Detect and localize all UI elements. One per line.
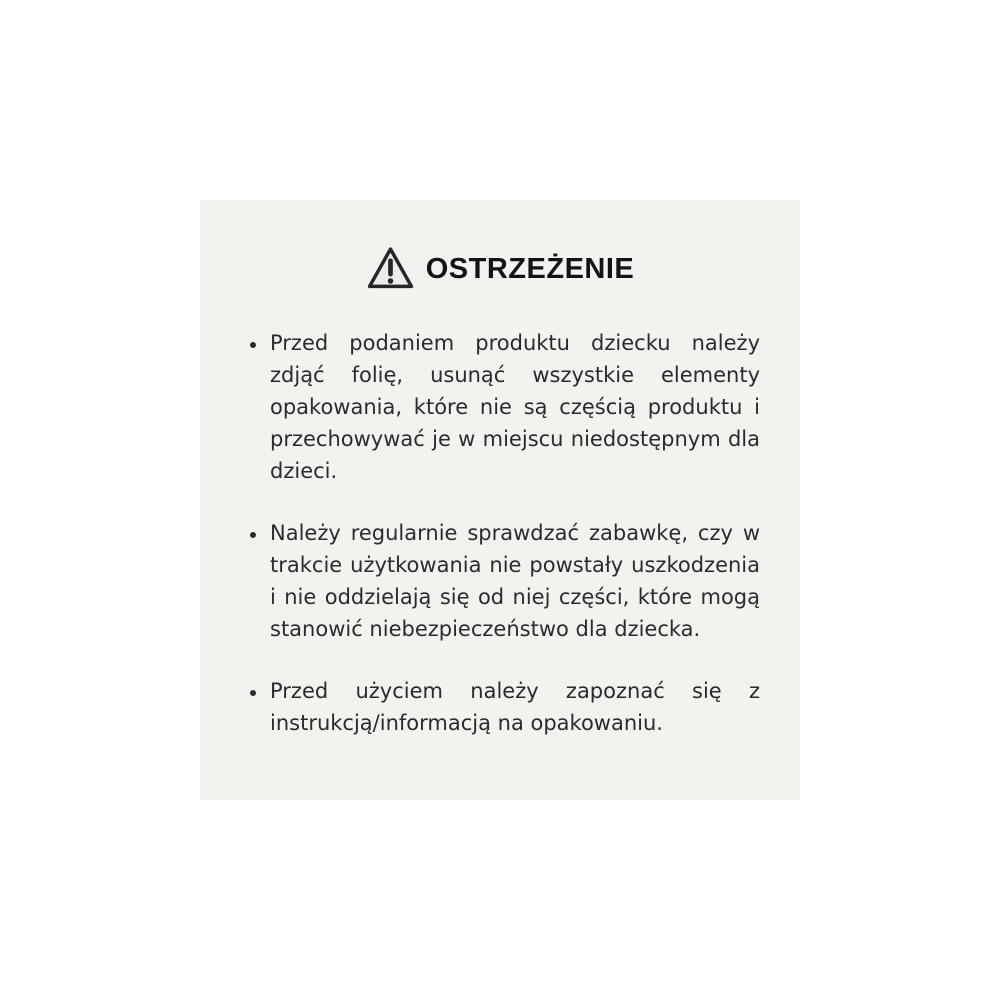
warning-title: OSTRZEŻENIE [425, 252, 635, 285]
warning-header [240, 243, 760, 293]
warning-list-item: • Należy regularnie sprawdzać zabawkę, czy w trakcie użytkowania nie powstały uszkodzenia i nie oddzielają się od niej części, które mogą stanowić niebezpieczeństwo dla dziecka. [268, 517, 760, 645]
warning-card [200, 200, 800, 800]
warning-triangle-icon [366, 244, 415, 293]
warning-list-item: • Przed użyciem należy zapoznać się z instrukcją/informacją na opakowaniu. [268, 675, 760, 739]
warning-list-item: • Przed podaniem produktu dziecku należy zdjąć folię, usunąć wszystkie elementy opakowania, które nie są częścią produktu i przechowywać je w miejscu niedostępnym dla dzieci. [268, 327, 760, 487]
warning-list [240, 327, 760, 739]
